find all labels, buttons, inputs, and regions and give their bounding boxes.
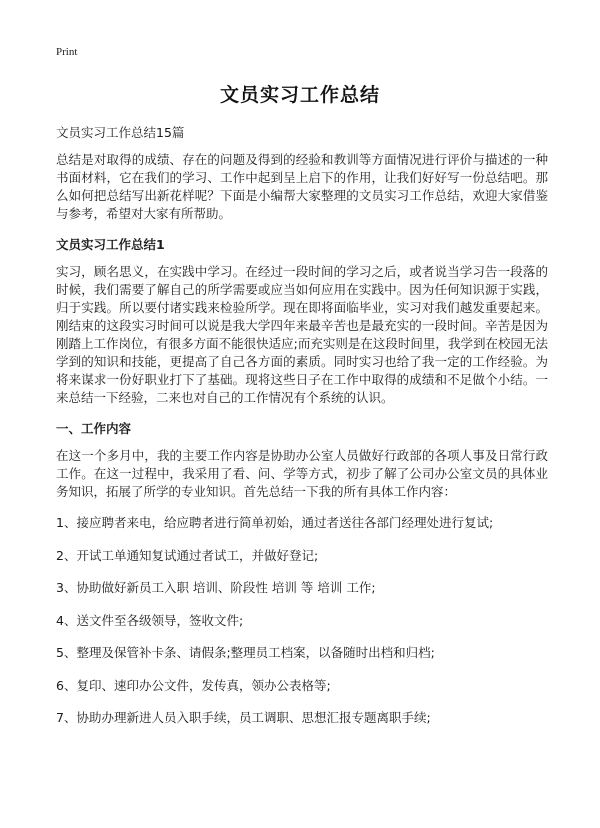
- work-content-paragraph: 在这一个多月中，我的主要工作内容是协助办公室人员做好行政部的各项人事及日常行政工作。在这一过程中，我采用了看、问、学等方式，初步了解了公司办公室文员的具体业务知识，拓展了所学的专业知识。首先总结一下我的所有具体工作内容：: [56, 448, 548, 499]
- print-label: Print: [56, 46, 78, 58]
- page-title: 文员实习工作总结: [219, 84, 380, 106]
- list-item: 1、接应聘者来电，给应聘者进行简单初始，通过者送往各部门经理处进行复试;: [56, 515, 494, 530]
- list-item: 7、协助办理新进人员入职手续，员工调职、思想汇报专题离职手续;: [56, 710, 431, 725]
- section1-paragraph: 实习，顾名思义，在实践中学习。在经过一段时间的学习之后，或者说当学习告一段落的时候，我们需要了解自己的所学需要或应当如何应用在实践中。因为任何知识源于实践，归于实践。所以要付诸实践来检验所学。现在即将面临毕业，实习对我们越发重要起来。刚结束的这段实习时间可以说是我大学四年来最辛苦也是最充实的一段时间。辛苦是因为刚踏上工作岗位，有很多方面不能很快适应;而充实则是在这段时间里，我学到在校园无法学到的知识和技能，更提高了自己各方面的素质。同时实习也给了我一定的工作经验。为将来谋求一份好职业打下了基础。现将这些日子在工作中取得的成绩和不足做个小结。一来总结一下经验，二来也对自己的工作情况有个系统的认识。: [56, 264, 548, 405]
- list-item: 6、复印、速印办公文件，发传真，领办公表格等;: [56, 677, 331, 693]
- work-items-list: [56, 514, 548, 727]
- list-item: 2、开试工单通知复试通过者试工，并做好登记;: [56, 547, 319, 563]
- list-item: 3、协助做好新员工入职 培训、阶段性 培训 等 培训 工作;: [56, 580, 376, 595]
- section1-heading: 文员实习工作总结1: [56, 237, 165, 252]
- list-item: 4、送文件至各级领导，签收文件;: [56, 612, 244, 628]
- document-subtitle: 文员实习工作总结15篇: [56, 125, 185, 140]
- document-body: [56, 124, 548, 742]
- list-item: 5、整理及保管补卡条、请假条;整理员工档案，以备随时出档和归档;: [56, 645, 435, 660]
- intro-paragraph: 总结是对取得的成绩、存在的问题及得到的经验和教训等方面情况进行评价与描述的一种书面材料，它在我们的学习、工作中起到呈上启下的作用，让我们好好写一份总结吧。那么如何把总结写出新花样呢？下面是小编帮大家整理的文员实习工作总结，欢迎大家借鉴与参考，希望对大家有所帮助。: [56, 152, 548, 221]
- work-content-heading: 一、工作内容: [56, 421, 132, 436]
